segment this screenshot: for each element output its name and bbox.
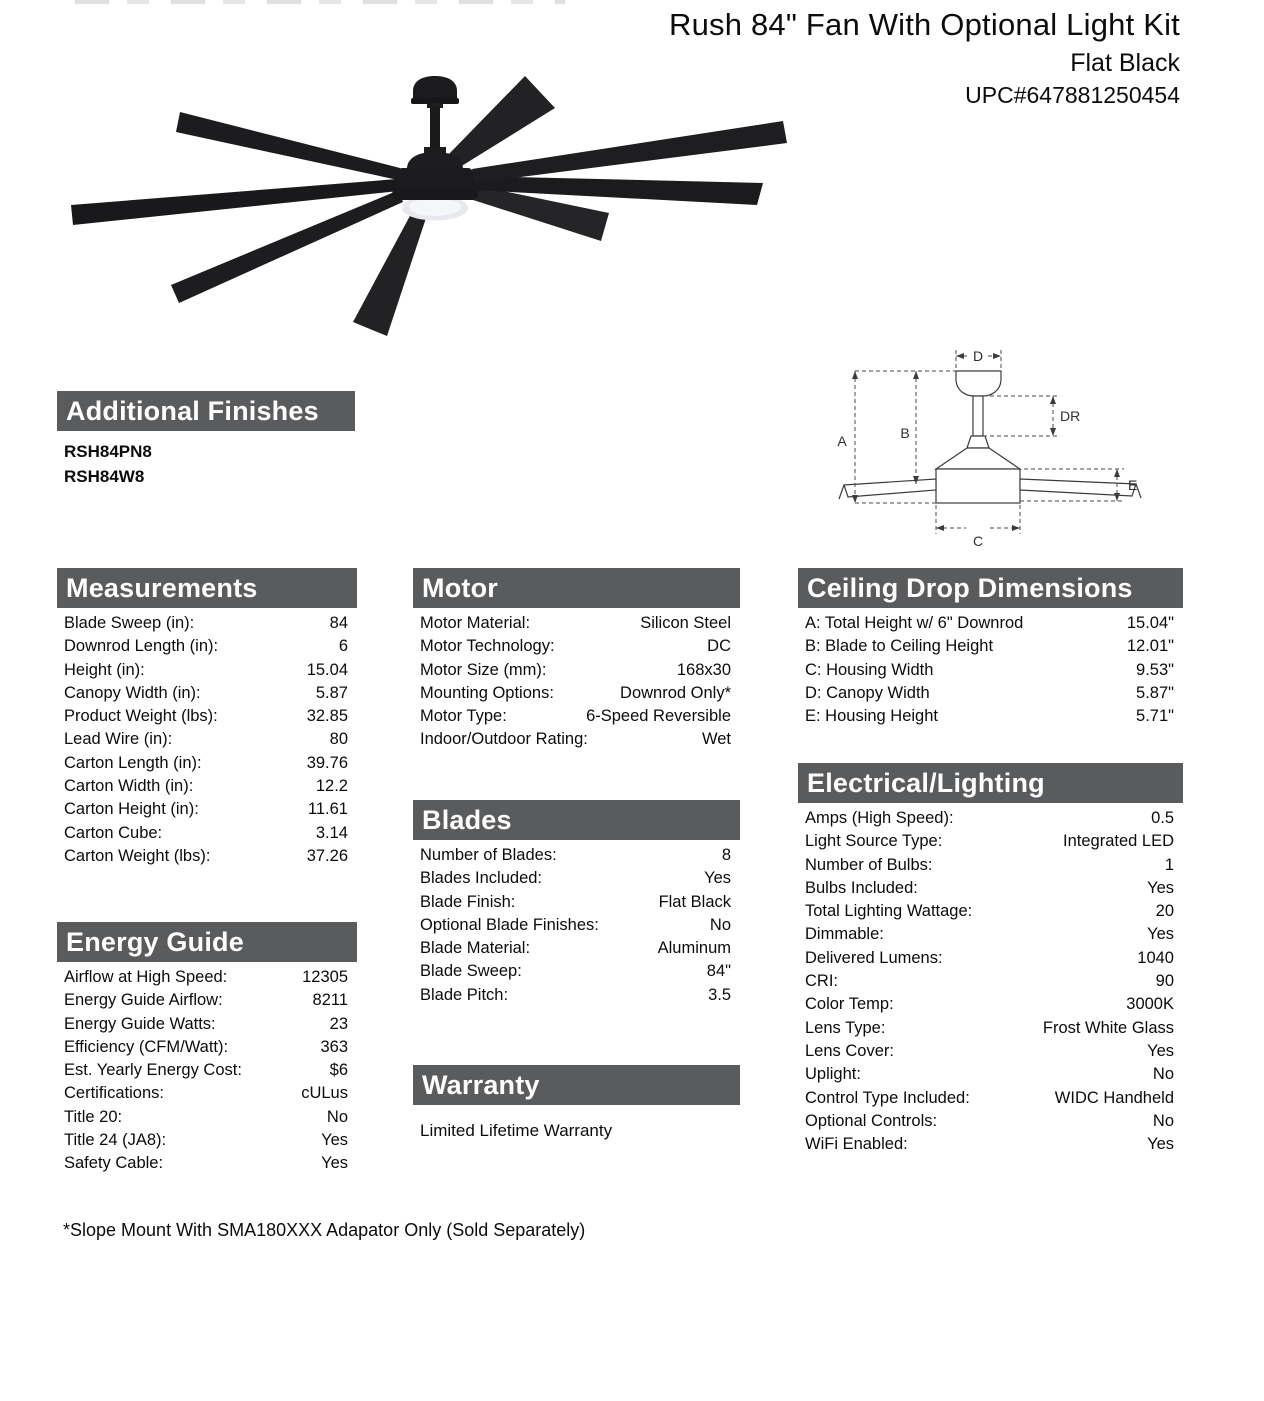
spec-label: Est. Yearly Energy Cost: <box>64 1061 242 1080</box>
spec-label: Motor Technology: <box>420 637 555 656</box>
spec-row <box>798 659 1183 682</box>
spec-label: Safety Cable: <box>64 1154 164 1173</box>
spec-value: Yes <box>1147 878 1174 897</box>
section-energy-guide-title: Energy Guide <box>66 927 244 957</box>
spec-label: Blade Sweep (in): <box>64 614 195 632</box>
spec-value: 23 <box>329 1014 348 1033</box>
fan-blade <box>448 76 555 167</box>
spec-label: Light Source Type: <box>805 832 943 851</box>
spec-row <box>413 914 740 937</box>
spec-row <box>798 923 1183 946</box>
spec-value: 1040 <box>1137 948 1174 967</box>
spec-value: Aluminum <box>657 939 731 958</box>
spec-label: Energy Guide Watts: <box>64 1014 216 1033</box>
spec-value: Yes <box>704 869 731 888</box>
spec-label: Lens Cover: <box>805 1041 894 1060</box>
spec-value: 39.76 <box>306 753 348 772</box>
spec-value: 3000K <box>1126 995 1174 1014</box>
spec-value: 5.87" <box>1136 683 1174 702</box>
spec-value: 6-Speed Reversible <box>586 707 731 726</box>
spec-label: Carton Length (in): <box>64 753 202 772</box>
spec-label: Lens Type: <box>805 1018 886 1037</box>
spec-label: Height (in): <box>64 660 145 679</box>
spec-row <box>413 682 740 705</box>
spec-row <box>798 1017 1183 1040</box>
spec-label: Motor Type: <box>420 707 507 726</box>
spec-label: Energy Guide Airflow: <box>64 991 223 1010</box>
section-measurements-rows <box>57 612 357 868</box>
section-additional-finishes <box>57 391 355 489</box>
spec-label: Downrod Length (in): <box>64 637 219 656</box>
spec-row <box>57 798 357 821</box>
spec-value: 32.85 <box>306 707 348 726</box>
section-electrical-header <box>798 763 1183 803</box>
spec-value: No <box>326 1107 348 1126</box>
spec-row <box>57 728 357 751</box>
diagram-label-a: A <box>837 433 847 449</box>
section-energy-guide-rows <box>57 966 357 1176</box>
spec-row <box>798 635 1183 658</box>
spec-label: Title 24 (JA8): <box>64 1131 167 1150</box>
section-additional-finishes-title: Additional Finishes <box>66 396 319 426</box>
section-blades-title: Blades <box>422 805 512 835</box>
spec-row <box>798 1063 1183 1086</box>
spec-value: 20 <box>1155 902 1174 921</box>
spec-label: E: Housing Height <box>805 707 938 726</box>
spec-value: Downrod Only* <box>620 683 731 702</box>
spec-value: 5.87 <box>315 683 348 702</box>
spec-value: 363 <box>320 1037 348 1056</box>
spec-value: Yes <box>321 1154 348 1173</box>
spec-row <box>413 705 740 728</box>
spec-row <box>57 1036 357 1059</box>
spec-row <box>413 659 740 682</box>
spec-label: Motor Material: <box>420 614 531 632</box>
diagram-label-b: B <box>900 425 910 441</box>
section-ceiling-drop <box>798 568 1183 728</box>
spec-value: $6 <box>329 1061 348 1080</box>
spec-value: 80 <box>329 730 348 749</box>
spec-label: Airflow at High Speed: <box>64 968 228 986</box>
spec-value: No <box>1152 1111 1174 1130</box>
diagram-label-d: D <box>972 348 984 364</box>
diagram-label-e: E <box>1128 477 1138 493</box>
spec-row <box>413 937 740 960</box>
spec-value: 12.2 <box>315 777 348 796</box>
spec-label: Optional Controls: <box>805 1111 938 1130</box>
spec-value: No <box>1152 1065 1174 1084</box>
spec-label: B: Blade to Ceiling Height <box>805 637 994 656</box>
section-measurements-header <box>57 568 357 608</box>
section-blades <box>413 800 740 1007</box>
spec-label: Efficiency (CFM/Watt): <box>64 1037 229 1056</box>
spec-row <box>57 966 357 989</box>
spec-label: Bulbs Included: <box>805 878 918 897</box>
section-additional-finishes-header <box>57 391 355 431</box>
spec-row <box>413 867 740 890</box>
spec-row <box>57 1082 357 1105</box>
spec-label: WiFi Enabled: <box>805 1135 908 1154</box>
spec-label: Carton Width (in): <box>64 777 194 796</box>
spec-row <box>798 1040 1183 1063</box>
spec-label: Blade Material: <box>420 939 531 958</box>
section-measurements-title: Measurements <box>66 573 258 603</box>
spec-value: 8211 <box>312 991 348 1010</box>
spec-value: 5.71" <box>1136 707 1174 726</box>
footnote: *Slope Mount With SMA180XXX Adapator Only (Sold Separately) <box>63 1220 586 1240</box>
spec-row <box>798 1110 1183 1133</box>
section-ceiling-drop-title: Ceiling Drop Dimensions <box>807 573 1133 603</box>
spec-row <box>798 1133 1183 1156</box>
spec-row <box>57 845 357 868</box>
spec-value: Flat Black <box>658 892 731 911</box>
spec-row <box>57 612 357 635</box>
spec-label: Number of Blades: <box>420 846 557 864</box>
section-motor <box>413 568 740 752</box>
spec-label: Blades Included: <box>420 869 543 888</box>
product-upc: UPC#647881250454 <box>965 82 1180 108</box>
spec-row <box>57 1106 357 1129</box>
spec-row <box>798 705 1183 728</box>
spec-value: Yes <box>1147 1041 1174 1060</box>
spec-label: CRI: <box>805 972 838 991</box>
spec-row <box>798 854 1183 877</box>
spec-value: Integrated LED <box>1063 832 1174 851</box>
spec-label: Title 20: <box>64 1107 123 1126</box>
diagram-label-dr: DR <box>1060 408 1081 424</box>
spec-value: Yes <box>1147 1135 1174 1154</box>
spec-value: No <box>709 915 731 934</box>
spec-value: 3.5 <box>708 985 731 1004</box>
spec-label: Amps (High Speed): <box>805 809 954 827</box>
spec-label: Uplight: <box>805 1065 861 1084</box>
section-motor-title: Motor <box>422 573 498 603</box>
spec-row <box>798 682 1183 705</box>
spec-row <box>798 970 1183 993</box>
section-ceiling-drop-rows <box>798 612 1183 728</box>
section-energy-guide-header <box>57 922 357 962</box>
spec-value: 1 <box>1164 855 1174 874</box>
spec-value: 168x30 <box>676 660 731 679</box>
spec-value: 12.01" <box>1126 637 1174 656</box>
spec-row <box>413 728 740 751</box>
spec-value: 12305 <box>302 968 348 986</box>
section-motor-rows <box>413 612 740 752</box>
spec-value: 15.04 <box>306 660 348 679</box>
section-warranty-title: Warranty <box>422 1070 540 1100</box>
product-finish: Flat Black <box>1070 49 1180 77</box>
spec-row <box>57 1059 357 1082</box>
spec-row <box>57 1129 357 1152</box>
fan-light-lens-inner <box>409 198 461 216</box>
fan-housing-brim <box>392 189 478 200</box>
section-blades-header <box>413 800 740 840</box>
spec-label: Blade Pitch: <box>420 985 509 1004</box>
spec-row <box>57 682 357 705</box>
spec-label: Control Type Included: <box>805 1088 970 1107</box>
finish-sku: RSH84PN8 <box>64 442 152 461</box>
spec-row <box>57 775 357 798</box>
spec-value: 9.53" <box>1136 660 1174 679</box>
section-ceiling-drop-header <box>798 568 1183 608</box>
spec-label: Optional Blade Finishes: <box>420 915 599 934</box>
spec-label: Carton Cube: <box>64 823 163 842</box>
spec-label: Lead Wire (in): <box>64 730 173 749</box>
spec-value: 37.26 <box>306 846 348 865</box>
product-title: Rush 84" Fan With Optional Light Kit <box>668 7 1180 42</box>
spec-label: Dimmable: <box>805 925 884 944</box>
spec-value: DC <box>707 637 731 656</box>
spec-row <box>798 1087 1183 1110</box>
spec-label: Number of Bulbs: <box>805 855 933 874</box>
fan-blade <box>353 212 426 336</box>
finish-list <box>57 439 355 489</box>
spec-label: Product Weight (lbs): <box>64 707 218 726</box>
section-electrical <box>798 763 1183 1156</box>
warranty-text: Limited Lifetime Warranty <box>420 1121 613 1140</box>
spec-row <box>57 635 357 658</box>
spec-row <box>57 705 357 728</box>
spec-value: Yes <box>1147 925 1174 944</box>
spec-value: Wet <box>701 730 731 749</box>
spec-label: Blade Sweep: <box>420 962 522 981</box>
spec-row <box>798 807 1183 830</box>
spec-row <box>798 612 1183 635</box>
section-measurements <box>57 568 357 868</box>
section-electrical-title: Electrical/Lighting <box>807 768 1045 798</box>
spec-value: Yes <box>321 1131 348 1150</box>
spec-row <box>57 659 357 682</box>
spec-row <box>798 947 1183 970</box>
fan-blade <box>176 112 400 180</box>
spec-row <box>57 822 357 845</box>
spec-row <box>413 612 740 635</box>
spec-label: D: Canopy Width <box>805 683 930 702</box>
spec-row <box>413 891 740 914</box>
spec-value: cULus <box>301 1084 348 1103</box>
spec-label: Motor Size (mm): <box>420 660 547 679</box>
section-energy-guide <box>57 922 357 1176</box>
spec-value: WIDC Handheld <box>1054 1088 1174 1107</box>
spec-label: Delivered Lumens: <box>805 948 943 967</box>
spec-value: 0.5 <box>1151 809 1174 827</box>
spec-label: C: Housing Width <box>805 660 934 679</box>
spec-label: Mounting Options: <box>420 683 554 702</box>
spec-row <box>798 877 1183 900</box>
spec-value: 84" <box>706 962 731 981</box>
section-motor-header <box>413 568 740 608</box>
spec-value: 15.04" <box>1126 614 1174 632</box>
fan-downrod <box>430 106 440 151</box>
spec-row <box>798 993 1183 1016</box>
finish-sku: RSH84W8 <box>64 467 145 486</box>
spec-label: Carton Weight (lbs): <box>64 846 211 865</box>
spec-value: 11.61 <box>307 800 348 819</box>
section-warranty <box>413 1065 740 1141</box>
spec-label: A: Total Height w/ 6" Downrod <box>805 614 1024 632</box>
spec-row <box>413 960 740 983</box>
product-image-fan <box>45 62 805 342</box>
spec-value: Frost White Glass <box>1042 1018 1174 1037</box>
fan-canopy <box>413 76 457 100</box>
spec-row <box>57 752 357 775</box>
spec-row <box>413 984 740 1007</box>
spec-label: Carton Height (in): <box>64 800 199 819</box>
spec-row <box>57 1013 357 1036</box>
section-blades-rows <box>413 844 740 1007</box>
spec-value: 6 <box>338 637 348 656</box>
spec-value: 90 <box>1155 972 1174 991</box>
spec-value: Silicon Steel <box>640 614 731 632</box>
spec-label: Canopy Width (in): <box>64 683 201 702</box>
section-electrical-rows <box>798 807 1183 1156</box>
spec-row <box>413 844 740 867</box>
spec-value: 8 <box>721 846 731 864</box>
spec-row <box>57 989 357 1012</box>
spec-row <box>57 1152 357 1175</box>
spec-label: Total Lighting Wattage: <box>805 902 973 921</box>
spec-row <box>798 900 1183 923</box>
cropped-header-artifact <box>75 0 565 4</box>
spec-row <box>413 635 740 658</box>
spec-label: Blade Finish: <box>420 892 516 911</box>
spec-label: Indoor/Outdoor Rating: <box>420 730 588 749</box>
spec-value: 3.14 <box>315 823 348 842</box>
spec-label: Certifications: <box>64 1084 164 1103</box>
spec-row <box>798 830 1183 853</box>
spec-value: 84 <box>329 614 348 632</box>
fan-blade <box>472 121 787 183</box>
section-warranty-header <box>413 1065 740 1105</box>
diagram-label-c: C <box>972 533 984 549</box>
spec-label: Color Temp: <box>805 995 894 1014</box>
dimension-diagram <box>828 338 1168 552</box>
